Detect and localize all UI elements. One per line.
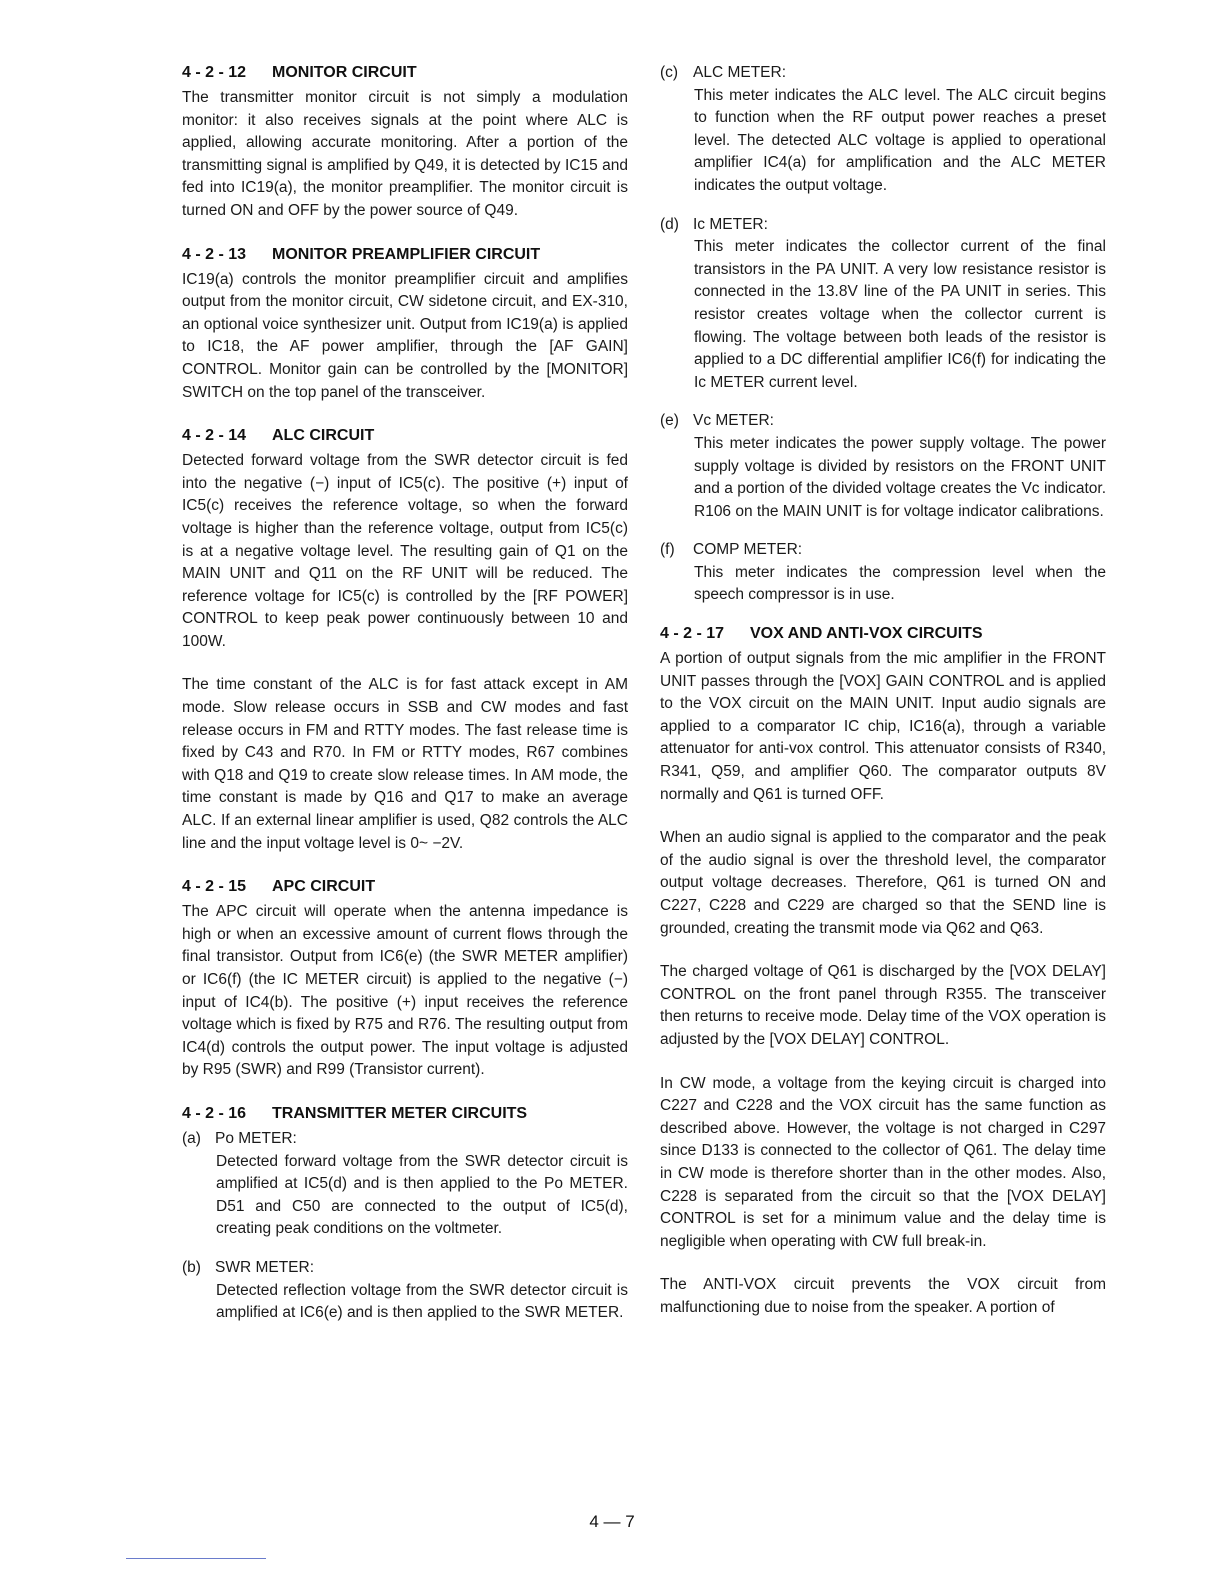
meter-item-heading (660, 214, 1106, 237)
item-label: (f) (660, 541, 675, 559)
item-paragraph: This meter indicates the power supply voltage. The power supply voltage is divided by resistors on the FRONT UNIT and a portion of the divided voltage creates the Vc indicator. R106 on the MAIN UNIT is for voltage indicator calibrations. (694, 434, 1106, 520)
section-transmitter-meter (182, 1103, 628, 1325)
paragraph: The ANTI-VOX circuit prevents the VOX circuit from malfunctioning due to noise from the speaker. A portion of (660, 1276, 1106, 1316)
paragraph: When an audio signal is applied to the comparator and the peak of the audio signal is over the threshold level, the comparator output voltage decreases. Therefore, Q61 is turned ON and C227, C228 and C229 are charged so that the SEND line is grounded, creating the transmit mode via Q62 and Q63. (660, 829, 1106, 937)
left-column (182, 62, 628, 1325)
section-number: 4 - 2 - 14 (182, 427, 247, 445)
section-heading (660, 623, 1106, 645)
paragraph: In CW mode, a voltage from the keying circuit is charged into C227 and C228 and the VOX circuit has the same function as described above. However, the voltage is not charged in C297 since D133 is connected to the collector of Q61. The delay time in CW mode is therefore shorter than in the other modes. Also, C228 is separated from the circuit so that the [VOX DELAY] CONTROL is set for a minimum value and the delay time is negligible when operating with CW full break-in. (660, 1074, 1106, 1250)
right-column (660, 62, 1106, 1320)
footnote-rule (126, 1558, 266, 1559)
section-title: APC CIRCUIT (272, 878, 376, 896)
item-label: (e) (660, 412, 679, 430)
section-title: MONITOR CIRCUIT (272, 64, 417, 81)
meter-item-heading (660, 539, 1106, 562)
item-title: Ic METER: (693, 215, 768, 233)
section-title: MONITOR PREAMPLIFIER CIRCUIT (272, 245, 541, 263)
section-number: 4 - 2 - 13 (182, 245, 247, 263)
section-number: 4 - 2 - 12 (182, 64, 247, 81)
item-paragraph: This meter indicates the collector current of the final transistors in the PA UNIT. A very low resistance resistor is connected in the 13.8V line of the PA UNIT in series. This resistor creates voltage when the collector current is flowing. The voltage between both leads of the resistor is applied to a DC differential amplifier IC6(f) for indicating the Ic METER current level. (694, 238, 1106, 391)
section-heading (182, 62, 628, 84)
section-alc-circuit (182, 425, 628, 855)
meter-item-heading (660, 410, 1106, 433)
item-label: (c) (660, 64, 679, 81)
section-monitor-circuit (182, 62, 628, 223)
section-title: TRANSMITTER METER CIRCUITS (272, 1104, 528, 1122)
section-monitor-preamplifier (182, 244, 628, 405)
item-title: Vc METER: (693, 412, 774, 430)
paragraph: The charged voltage of Q61 is discharged by the [VOX DELAY] CONTROL on the front panel through R355. The transceiver then returns to receive mode. Delay time of the VOX operation is adjusted by the [VOX DELAY] CONTROL. (660, 963, 1106, 1048)
section-heading (182, 244, 628, 266)
paragraph: The time constant of the ALC is for fast attack except in AM mode. Slow release occurs in SSB and CW modes and fast release occurs in FM and RTTY modes. The fast release time is fixed by C43 and R70. In FM or RTTY modes, R67 combines with Q18 and Q19 to create slow release times. In AM mode, the time constant is made by Q16 and Q17 to make an average ALC. If an external linear amplifier is used, Q82 controls the ALC line and the input voltage level is 0~ −2V. (182, 676, 628, 852)
paragraph: IC19(a) controls the monitor preamplifier circuit and amplifies output from the monitor circuit, CW sidetone circuit, and EX-310, an optional voice synthesizer unit. Output from IC19(a) is applied to IC18, the AF power amplifier, through the [AF GAIN] CONTROL. Monitor gain can be controlled by the [MONITOR] SWITCH on the top panel of the transceiver. (182, 270, 628, 401)
item-title: SWR METER: (215, 1258, 315, 1276)
item-paragraph: This meter indicates the ALC level. The ALC circuit begins to function when the RF output power reaches a preset level. The detected ALC voltage is applied to operational amplifier IC4(a) for amplification and the ALC METER indicates the output voltage. (694, 86, 1106, 194)
item-paragraph: This meter indicates the compression level when the speech compressor is in use. (694, 563, 1106, 604)
item-label: (b) (182, 1258, 201, 1276)
section-title: VOX AND ANTI-VOX CIRCUITS (750, 625, 983, 643)
item-label: (d) (660, 215, 679, 233)
meter-item-heading (660, 62, 1106, 85)
section-apc-circuit (182, 876, 628, 1082)
section-heading (182, 425, 628, 447)
meter-item-heading (182, 1257, 628, 1280)
section-title: ALC CIRCUIT (272, 427, 375, 445)
paragraph: The APC circuit will operate when the antenna impedance is high or when an excessive amount of current flows through the final transistor. Output from IC6(e) (the SWR METER amplifier) or IC6(f) (the IC METER circuit) is applied to the negative (−) input of IC4(b). The positive (+) input receives the reference voltage which is fixed by R75 and R76. The resulting output from IC4(d) controls the output power. The input voltage is adjusted by R95 (SWR) and R99 (Transistor current). (182, 903, 628, 1079)
meter-item-heading (182, 1128, 628, 1151)
section-number: 4 - 2 - 15 (182, 878, 247, 896)
item-label: (a) (182, 1129, 201, 1147)
section-number: 4 - 2 - 17 (660, 625, 725, 643)
item-title: COMP METER: (693, 541, 803, 559)
section-number: 4 - 2 - 16 (182, 1104, 247, 1122)
section-heading (182, 1103, 628, 1125)
item-paragraph: Detected forward voltage from the SWR detector circuit is amplified at IC5(d) and is then applied to the Po METER. D51 and C50 are connected to the output of IC5(d), creating peak conditions on the voltmeter. (216, 1152, 628, 1238)
paragraph: Detected forward voltage from the SWR detector circuit is fed into the negative (−) input of IC5(c). The positive (+) input of IC5(c) receives the reference voltage, so when the forward voltage is higher than the reference voltage, output from IC5(c) is at a negative voltage level. The resulting gain of Q1 on the MAIN UNIT and Q11 on the RF UNIT will be reduced. The reference voltage for IC5(c) is controlled by the [RF POWER] CONTROL to keep peak power continuously between 10 and 100W. (182, 452, 628, 650)
item-title: ALC METER: (693, 64, 787, 81)
section-vox-anti-vox (660, 623, 1106, 1319)
item-paragraph: Detected reflection voltage from the SWR detector circuit is amplified at IC6(e) and is then applied to the SWR METER. (216, 1281, 628, 1322)
item-title: Po METER: (215, 1129, 297, 1147)
paragraph: A portion of output signals from the mic amplifier in the FRONT UNIT passes through the [VOX] GAIN CONTROL and is applied to the VOX circuit on the MAIN UNIT. Input audio signals are applied to a comparator IC chip, IC16(a), through a variable attenuator for anti-vox control. This attenuator consists of R340, R341, Q59, and amplifier Q60. The comparator outputs 8V normally and Q61 is turned OFF. (660, 650, 1106, 803)
section-heading (182, 876, 628, 898)
page-number: 4 — 7 (589, 1512, 635, 1531)
paragraph: The transmitter monitor circuit is not simply a modulation monitor: it also receives signals at the point where ALC is applied, allowing accurate monitoring. After a portion of the transmitting signal is amplified by Q49, it is detected by IC15 and fed into IC19(a), the monitor preamplifier. The monitor circuit is turned ON and OFF by the power source of Q49. (182, 89, 628, 219)
